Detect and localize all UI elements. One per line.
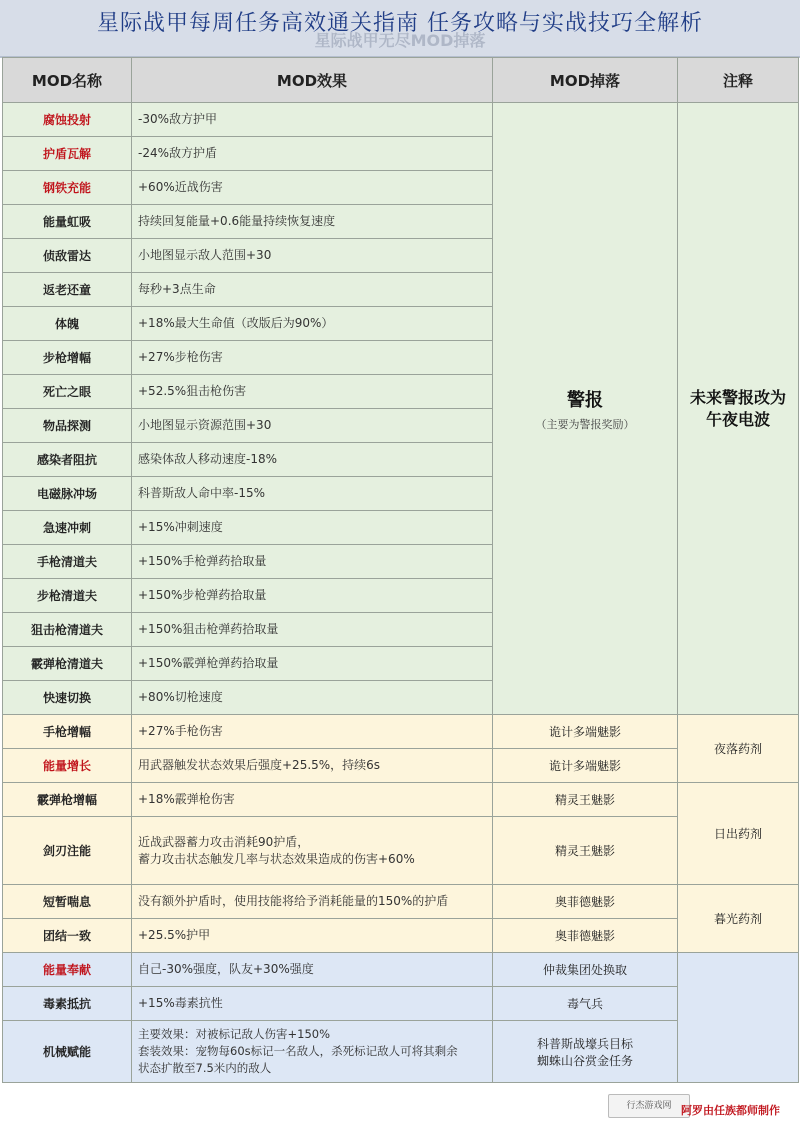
mod-drop: 精灵王魅影 [493,783,678,817]
mod-name: 腐蚀投射 [3,103,132,137]
page-title: 星际战甲每周任务高效通关指南 任务攻略与实战技巧全解析 [97,11,703,36]
mod-effect: 持续回复能量+0.6能量持续恢复速度 [132,205,493,239]
mod-drop: 精灵王魅影 [493,817,678,885]
mod-effect: +52.5%狙击枪伤害 [132,375,493,409]
table-row [3,885,799,919]
mod-drop: 诡计多端魅影 [493,715,678,749]
mod-effect: +150%霰弹枪弹药拾取量 [132,647,493,681]
author-credit: 阿罗由任族都师制作 [681,1104,780,1117]
title-banner [0,0,800,58]
mod-name: 钢铁充能 [3,171,132,205]
mod-effect: +27%手枪伤害 [132,715,493,749]
table-row [3,103,799,137]
mod-note: 夜落药剂 [678,715,799,783]
drop-line: 蜘蛛山谷赏金任务 [536,1053,633,1068]
mod-name: 机械赋能 [3,1021,132,1083]
effect-line: 近战武器蓄力攻击消耗90护盾， [138,834,310,849]
mod-effect: +25.5%护甲 [132,919,493,953]
mod-name: 霰弹枪清道夫 [3,647,132,681]
table-row [3,715,799,749]
mod-effect: +18%霰弹枪伤害 [132,783,493,817]
footer [0,1090,800,1143]
mod-drop [493,103,678,715]
mod-name: 手枪清道夫 [3,545,132,579]
mod-name: 快速切换 [3,681,132,715]
mod-drop: 奥菲德魅影 [493,885,678,919]
mod-name: 剑刃注能 [3,817,132,885]
mod-name: 步枪清道夫 [3,579,132,613]
mod-effect: 用武器触发状态效果后强度+25.5%，持续6s [132,749,493,783]
mod-name: 手枪增幅 [3,715,132,749]
mod-name: 能量虹吸 [3,205,132,239]
note-text: 未来警报改为午夜电波 [689,387,786,429]
mod-effect: 小地图显示资源范围+30 [132,409,493,443]
site-logo: 行杰游戏网 [608,1094,690,1118]
mod-effect: +15%冲刺速度 [132,511,493,545]
mod-name: 死亡之眼 [3,375,132,409]
mod-name: 电磁脉冲场 [3,477,132,511]
drop-source: 警报 [567,389,603,411]
mod-name: 短暂喘息 [3,885,132,919]
effect-line: 套装效果：宠物每60s标记一名敌人，杀死标记敌人可将其剩余 [138,1044,458,1058]
mod-effect: +15%毒素抗性 [132,987,493,1021]
mod-effect: -30%敌方护甲 [132,103,493,137]
header-row [3,58,799,103]
mod-effect: +27%步枪伤害 [132,341,493,375]
mod-name: 急速冲刺 [3,511,132,545]
mod-effect: 每秒+3点生命 [132,273,493,307]
effect-line: 主要效果：对被标记敌人伤害+150% [138,1027,331,1041]
mod-effect: +150%狙击枪弹药拾取量 [132,613,493,647]
effect-line: 蓄力攻击状态触发几率与状态效果造成的伤害+60% [138,851,415,866]
mod-name: 霰弹枪增幅 [3,783,132,817]
mod-effect: 感染体敌人移动速度-18% [132,443,493,477]
mod-drop: 毒气兵 [493,987,678,1021]
mod-effect: +150%手枪弹药拾取量 [132,545,493,579]
mod-name: 感染者阻抗 [3,443,132,477]
mod-name: 物品探测 [3,409,132,443]
mod-note [678,103,799,715]
mod-name: 能量奉献 [3,953,132,987]
mod-effect: +18%最大生命值（改版后为90%） [132,307,493,341]
mod-name: 狙击枪清道夫 [3,613,132,647]
header-mod-drop: MOD掉落 [493,58,678,103]
mod-effect: +80%切枪速度 [132,681,493,715]
header-mod-effect: MOD效果 [132,58,493,103]
mod-effect: +150%步枪弹药拾取量 [132,579,493,613]
mod-effect: 没有额外护盾时，使用技能将给予消耗能量的150%的护盾 [132,885,493,919]
mod-name: 团结一致 [3,919,132,953]
drop-line: 科普斯战壕兵目标 [536,1036,633,1051]
mod-drop: 奥菲德魅影 [493,919,678,953]
mod-drop: 诡计多端魅影 [493,749,678,783]
faded-subtitle: 星际战甲无尽MOD掉落 [314,31,486,50]
table-row [3,783,799,817]
header-note: 注释 [678,58,799,103]
mod-effect: -24%敌方护盾 [132,137,493,171]
mod-note [678,953,799,1083]
mod-effect: +60%近战伤害 [132,171,493,205]
mod-note: 日出药剂 [678,783,799,885]
mod-name: 能量增长 [3,749,132,783]
mod-name: 毒素抵抗 [3,987,132,1021]
mod-drop [493,1021,678,1083]
mod-drop: 仲裁集团处换取 [493,953,678,987]
mod-table [2,57,799,1083]
mod-effect: 小地图显示敌人范围+30 [132,239,493,273]
effect-line: 状态扩散至7.5米内的敌人 [138,1061,272,1075]
mod-effect: 自己-30%强度，队友+30%强度 [132,953,493,987]
mod-effect [132,1021,493,1083]
mod-name: 体魄 [3,307,132,341]
mod-name: 护盾瓦解 [3,137,132,171]
header-mod-name: MOD名称 [3,58,132,103]
mod-name: 返老还童 [3,273,132,307]
mod-name: 侦敌雷达 [3,239,132,273]
table-row [3,953,799,987]
drop-source-note: （主要为警报奖励） [535,417,635,431]
mod-effect [132,817,493,885]
mod-name: 步枪增幅 [3,341,132,375]
mod-note: 暮光药剂 [678,885,799,953]
mod-effect: 科普斯敌人命中率-15% [132,477,493,511]
